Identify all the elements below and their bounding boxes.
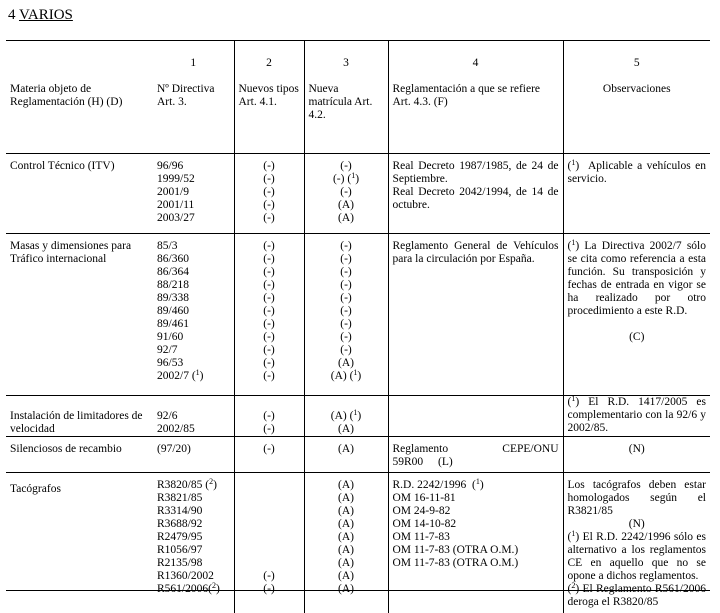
nueva-cell [304, 154, 388, 234]
table-bottom-rule [6, 590, 710, 591]
header-nueva: Nueva matrícula Art. 4.2. [304, 75, 388, 154]
reglamentacion-item: OM 24-9-82 [392, 505, 451, 517]
observaciones-cell: ($^1$) Aplicable a vehículos en servicio. [563, 154, 710, 234]
observacion-text: La Directiva 2002/7 sólo se cita como referencia a esta función. Su transposición y fechas de entrada en vigor se ha realizado por otro procedimiento a este R.D. [567, 240, 706, 317]
directiva-item: R3314/90 [157, 505, 203, 517]
directiva-value: R3820/85 [157, 479, 203, 491]
directiva-item: 2002/85 [157, 423, 195, 435]
nueva-item: (A) [338, 583, 354, 595]
directiva-item: 92/7 [157, 344, 178, 356]
materia-cell: Instalación de limitadores de velocidad [6, 396, 153, 437]
directiva-value: 2002/7 [157, 370, 189, 382]
directiva-item: 96/96 [157, 160, 184, 172]
nuevos-item: (-) [263, 292, 275, 304]
directiva-item: R1360/2002 [157, 570, 214, 582]
nueva-item: (A) ($^1$) [330, 408, 362, 422]
observacion-note: ($^2$) El Reglamento R561/2006 deroga el R3820/85 [567, 581, 706, 608]
table-row [6, 437, 710, 473]
reglamentacion-cell [388, 396, 563, 437]
header-observaciones: Observaciones [563, 75, 710, 154]
directiva-cell [153, 154, 234, 234]
observacion-code: (C) [629, 331, 645, 343]
reglamentacion-item: Real Decreto 1987/1985, de 24 de Septiembre. [392, 160, 559, 185]
directiva-item: 89/338 [157, 292, 189, 304]
nueva-item: (-) [340, 344, 352, 356]
nuevos-cell [234, 473, 304, 613]
footnote-ref: 1 [571, 529, 576, 538]
nuevos-item [239, 544, 300, 557]
nueva-item [309, 186, 384, 199]
nueva-item: (-) [340, 279, 352, 291]
nueva-item: (A) [338, 518, 354, 530]
reglamentacion-cell [388, 437, 563, 473]
directiva-cell [153, 396, 234, 437]
nueva-item: (A) [338, 357, 354, 369]
footnote-ref: 1 [353, 408, 358, 417]
observaciones-cell [563, 437, 710, 473]
nueva-item: (-) [340, 253, 352, 265]
directiva-item: R3821/85 [157, 492, 203, 504]
nueva-cell [304, 437, 388, 473]
nueva-item: (A) [338, 423, 354, 435]
directiva-item: R1056/97 [157, 544, 203, 556]
directiva-item: 2001/9 [157, 186, 189, 198]
nueva-item: (A) [338, 544, 354, 556]
footnote-ref: 1 [351, 171, 356, 180]
materia-cell: Masas y dimensiones para Tráfico internacional [6, 234, 153, 396]
nuevos-cell [234, 437, 304, 473]
nuevos-item: (-) [263, 318, 275, 330]
header-reglamentacion: Reglamentación a que se refiere Art. 4.3. (F) [388, 75, 563, 154]
table-row [6, 234, 710, 396]
nuevos-item: (-) [263, 570, 275, 582]
nueva-value: (-) [340, 160, 352, 172]
nueva-item: (-) [340, 318, 352, 330]
reglamentacion-value: R.D. 2242/1996 [392, 479, 467, 491]
observaciones-cell: ($^1$) El R.D. 1417/2005 es complementario con la 92/6 y 2002/85. [563, 396, 710, 437]
directiva-cell [153, 473, 234, 613]
nueva-value: (A) [330, 410, 347, 422]
nuevos-item: (-) [263, 423, 275, 435]
col-number-5: 5 [563, 41, 710, 76]
reglamentacion-cell [388, 234, 563, 396]
nueva-item: (A) [338, 479, 354, 491]
table-row [6, 396, 710, 437]
nuevos-item: (-) [263, 212, 275, 224]
reglamentacion-item: OM 11-7-83 [392, 531, 450, 543]
directiva-item: 92/6 [157, 410, 178, 422]
nuevos-cell [234, 396, 304, 437]
col-number-1: 1 [153, 41, 234, 76]
observacion-code: (N) [628, 518, 645, 530]
nueva-cell [304, 396, 388, 437]
regulations-table [6, 40, 710, 613]
table-row [6, 154, 710, 234]
header-nuevos: Nuevos tipos Art. 4.1. [234, 75, 304, 154]
reglamentacion-item: Reglamento General de Vehículos para la circulación por España. [392, 240, 559, 265]
reglamentacion-item: OM 14-10-82 [392, 518, 457, 530]
nueva-value: (A) [338, 199, 354, 211]
nuevos-cell [234, 234, 304, 396]
section-number: 4 [8, 7, 16, 23]
footnote-ref: 1 [475, 477, 480, 486]
reglamentacion-item: OM 16-11-81 [392, 492, 456, 504]
table-row [6, 473, 710, 613]
nuevos-item: (-) [263, 266, 275, 278]
directiva-item: R2479/95 [157, 531, 203, 543]
observacion-note: ($^1$) El R.D. 2242/1996 sólo es alternativo a los reglamentos CE en aquello que no se opone a dichos reglamentos. [567, 529, 706, 582]
footnote-ref: 1 [571, 394, 576, 403]
reglamentacion-item: OM 11-7-83 (OTRA O.M.) [392, 544, 519, 556]
nueva-item: (A) [338, 443, 354, 455]
directiva-item: 86/364 [157, 266, 189, 278]
column-numbers-row [6, 41, 710, 76]
footnote-ref: 1 [353, 368, 358, 377]
nueva-item: (A) [338, 492, 354, 504]
col-number-2: 2 [234, 41, 304, 76]
reglamentacion-cell [388, 473, 563, 613]
nueva-item: (-) [340, 240, 352, 252]
materia-cell: Tacógrafos [10, 483, 61, 495]
nueva-value: (A) [330, 370, 347, 382]
materia-cell: Silenciosos de recambio [6, 437, 153, 473]
header-directiva: Nº Directiva Art. 3. [153, 75, 234, 154]
nuevos-item [239, 557, 300, 570]
footnote-ref: 2 [211, 581, 216, 590]
nueva-value: (-) [340, 186, 352, 198]
reglamentacion-item: Real Decreto 2042/1994, de 14 de octubre. [392, 186, 559, 211]
observacion-text: Los tacógrafos deben estar homologados según el R3821/85 [567, 479, 706, 517]
directiva-item: 86/360 [157, 253, 189, 265]
nuevos-item [239, 518, 300, 531]
observacion-text: Aplicable a vehículos en servicio. [567, 160, 706, 185]
nueva-item [309, 199, 384, 212]
observaciones-cell: ($^1$) La Directiva 2002/7 sólo se cita como referencia a esta función. Su transposición y fechas de entrada en vigor se ha realizado por otro procedimiento a este R.D. (C) [563, 234, 710, 396]
directiva-item: 89/461 [157, 318, 189, 330]
nuevos-item [239, 531, 300, 544]
nuevos-item: (-) [263, 240, 275, 252]
directiva-value: R561/2006 [157, 583, 209, 595]
nueva-item: (-) [340, 292, 352, 304]
directiva-item: 2002/7 ($^1$) [157, 368, 204, 382]
nuevos-item: (-) [263, 186, 275, 198]
reglamentacion-item: Reglamento CEPE/ONU 59R00 (L) [392, 443, 559, 468]
directiva-item: R2135/98 [157, 557, 203, 569]
directiva-item: 85/3 [157, 240, 178, 252]
directiva-item: 2003/27 [157, 212, 195, 224]
nuevos-item: (-) [263, 370, 275, 382]
nueva-item: (A) [338, 570, 354, 582]
footnote-ref: 1 [571, 238, 576, 247]
directiva-item: 96/53 [157, 357, 184, 369]
nueva-item: (-) [340, 266, 352, 278]
header-row [6, 75, 710, 154]
nuevos-item: (-) [263, 344, 275, 356]
directiva-cell [153, 437, 234, 473]
observacion-text: El R.D. 1417/2005 es complementario con la 92/6 y 2002/85. [567, 396, 706, 434]
nueva-item: (-) [340, 305, 352, 317]
reglamentacion-item: R.D. 2242/1996 ($^1$) [392, 477, 484, 491]
nuevos-item [239, 505, 300, 518]
nuevos-item: (-) [263, 331, 275, 343]
materia-cell: Control Técnico (ITV) [6, 154, 153, 234]
nueva-item: (A) [338, 557, 354, 569]
footnote-ref: 2 [209, 477, 214, 486]
nuevos-item [239, 492, 300, 505]
section-title [8, 7, 73, 24]
nuevos-item: (-) [263, 160, 275, 172]
directiva-item: R3688/92 [157, 518, 203, 530]
nuevos-item: (-) [263, 357, 275, 369]
directiva-item: 91/60 [157, 331, 184, 343]
nuevos-item: (-) [263, 279, 275, 291]
reglamentacion-item: OM 11-7-83 (OTRA O.M.) [392, 557, 519, 569]
footnote-ref: 1 [571, 158, 576, 167]
footnote-ref: 1 [195, 368, 200, 377]
directiva-cell [153, 234, 234, 396]
nueva-cell [304, 234, 388, 396]
directiva-item: 2001/11 [157, 199, 195, 211]
observacion-code: (N) [628, 443, 645, 455]
directiva-item: (97/20) [157, 443, 191, 455]
nuevos-item: (-) [263, 199, 275, 211]
nueva-item [309, 160, 384, 173]
observacion-note-text: El R.D. 2242/1996 sólo es alternativo a los reglamentos CE en aquello que no se opone a dichos reglamentos. [567, 531, 706, 582]
nueva-value: (A) [338, 212, 354, 224]
col-number-4: 4 [388, 41, 563, 76]
nueva-item: (A) [338, 505, 354, 517]
observacion-note-text: El Reglamento R561/2006 deroga el R3820/85 [567, 583, 706, 608]
nuevos-item: (-) [263, 305, 275, 317]
nueva-value: (-) [332, 173, 345, 185]
header-materia: Materia objeto de Reglamentación (H) (D) [6, 75, 153, 154]
nueva-item [309, 212, 384, 225]
nuevos-item: (-) [263, 583, 275, 595]
directiva-item: R561/2006($^2$) [157, 581, 220, 595]
nuevos-item [239, 479, 300, 492]
directiva-item: 89/460 [157, 305, 189, 317]
col-number-empty [6, 41, 153, 76]
nueva-item: (-) [340, 331, 352, 343]
nuevos-cell [234, 154, 304, 234]
nuevos-item: (-) [263, 410, 275, 422]
reglamentacion-cell [388, 154, 563, 234]
nueva-item: (-) ($^1$) [332, 171, 360, 185]
directiva-item: 88/218 [157, 279, 189, 291]
col-number-3: 3 [304, 41, 388, 76]
nueva-item: (A) ($^1$) [330, 368, 362, 382]
directiva-item: R3820/85 ($^2$) [157, 477, 217, 491]
directiva-item: 1999/52 [157, 173, 195, 185]
nueva-item: (A) [338, 531, 354, 543]
section-name: VARIOS [18, 7, 73, 23]
nuevos-item: (-) [263, 173, 275, 185]
footnote-ref: 2 [571, 581, 576, 590]
observaciones-cell [563, 473, 710, 613]
nuevos-item: (-) [263, 253, 275, 265]
nueva-cell [304, 473, 388, 613]
nuevos-item: (-) [263, 443, 275, 455]
